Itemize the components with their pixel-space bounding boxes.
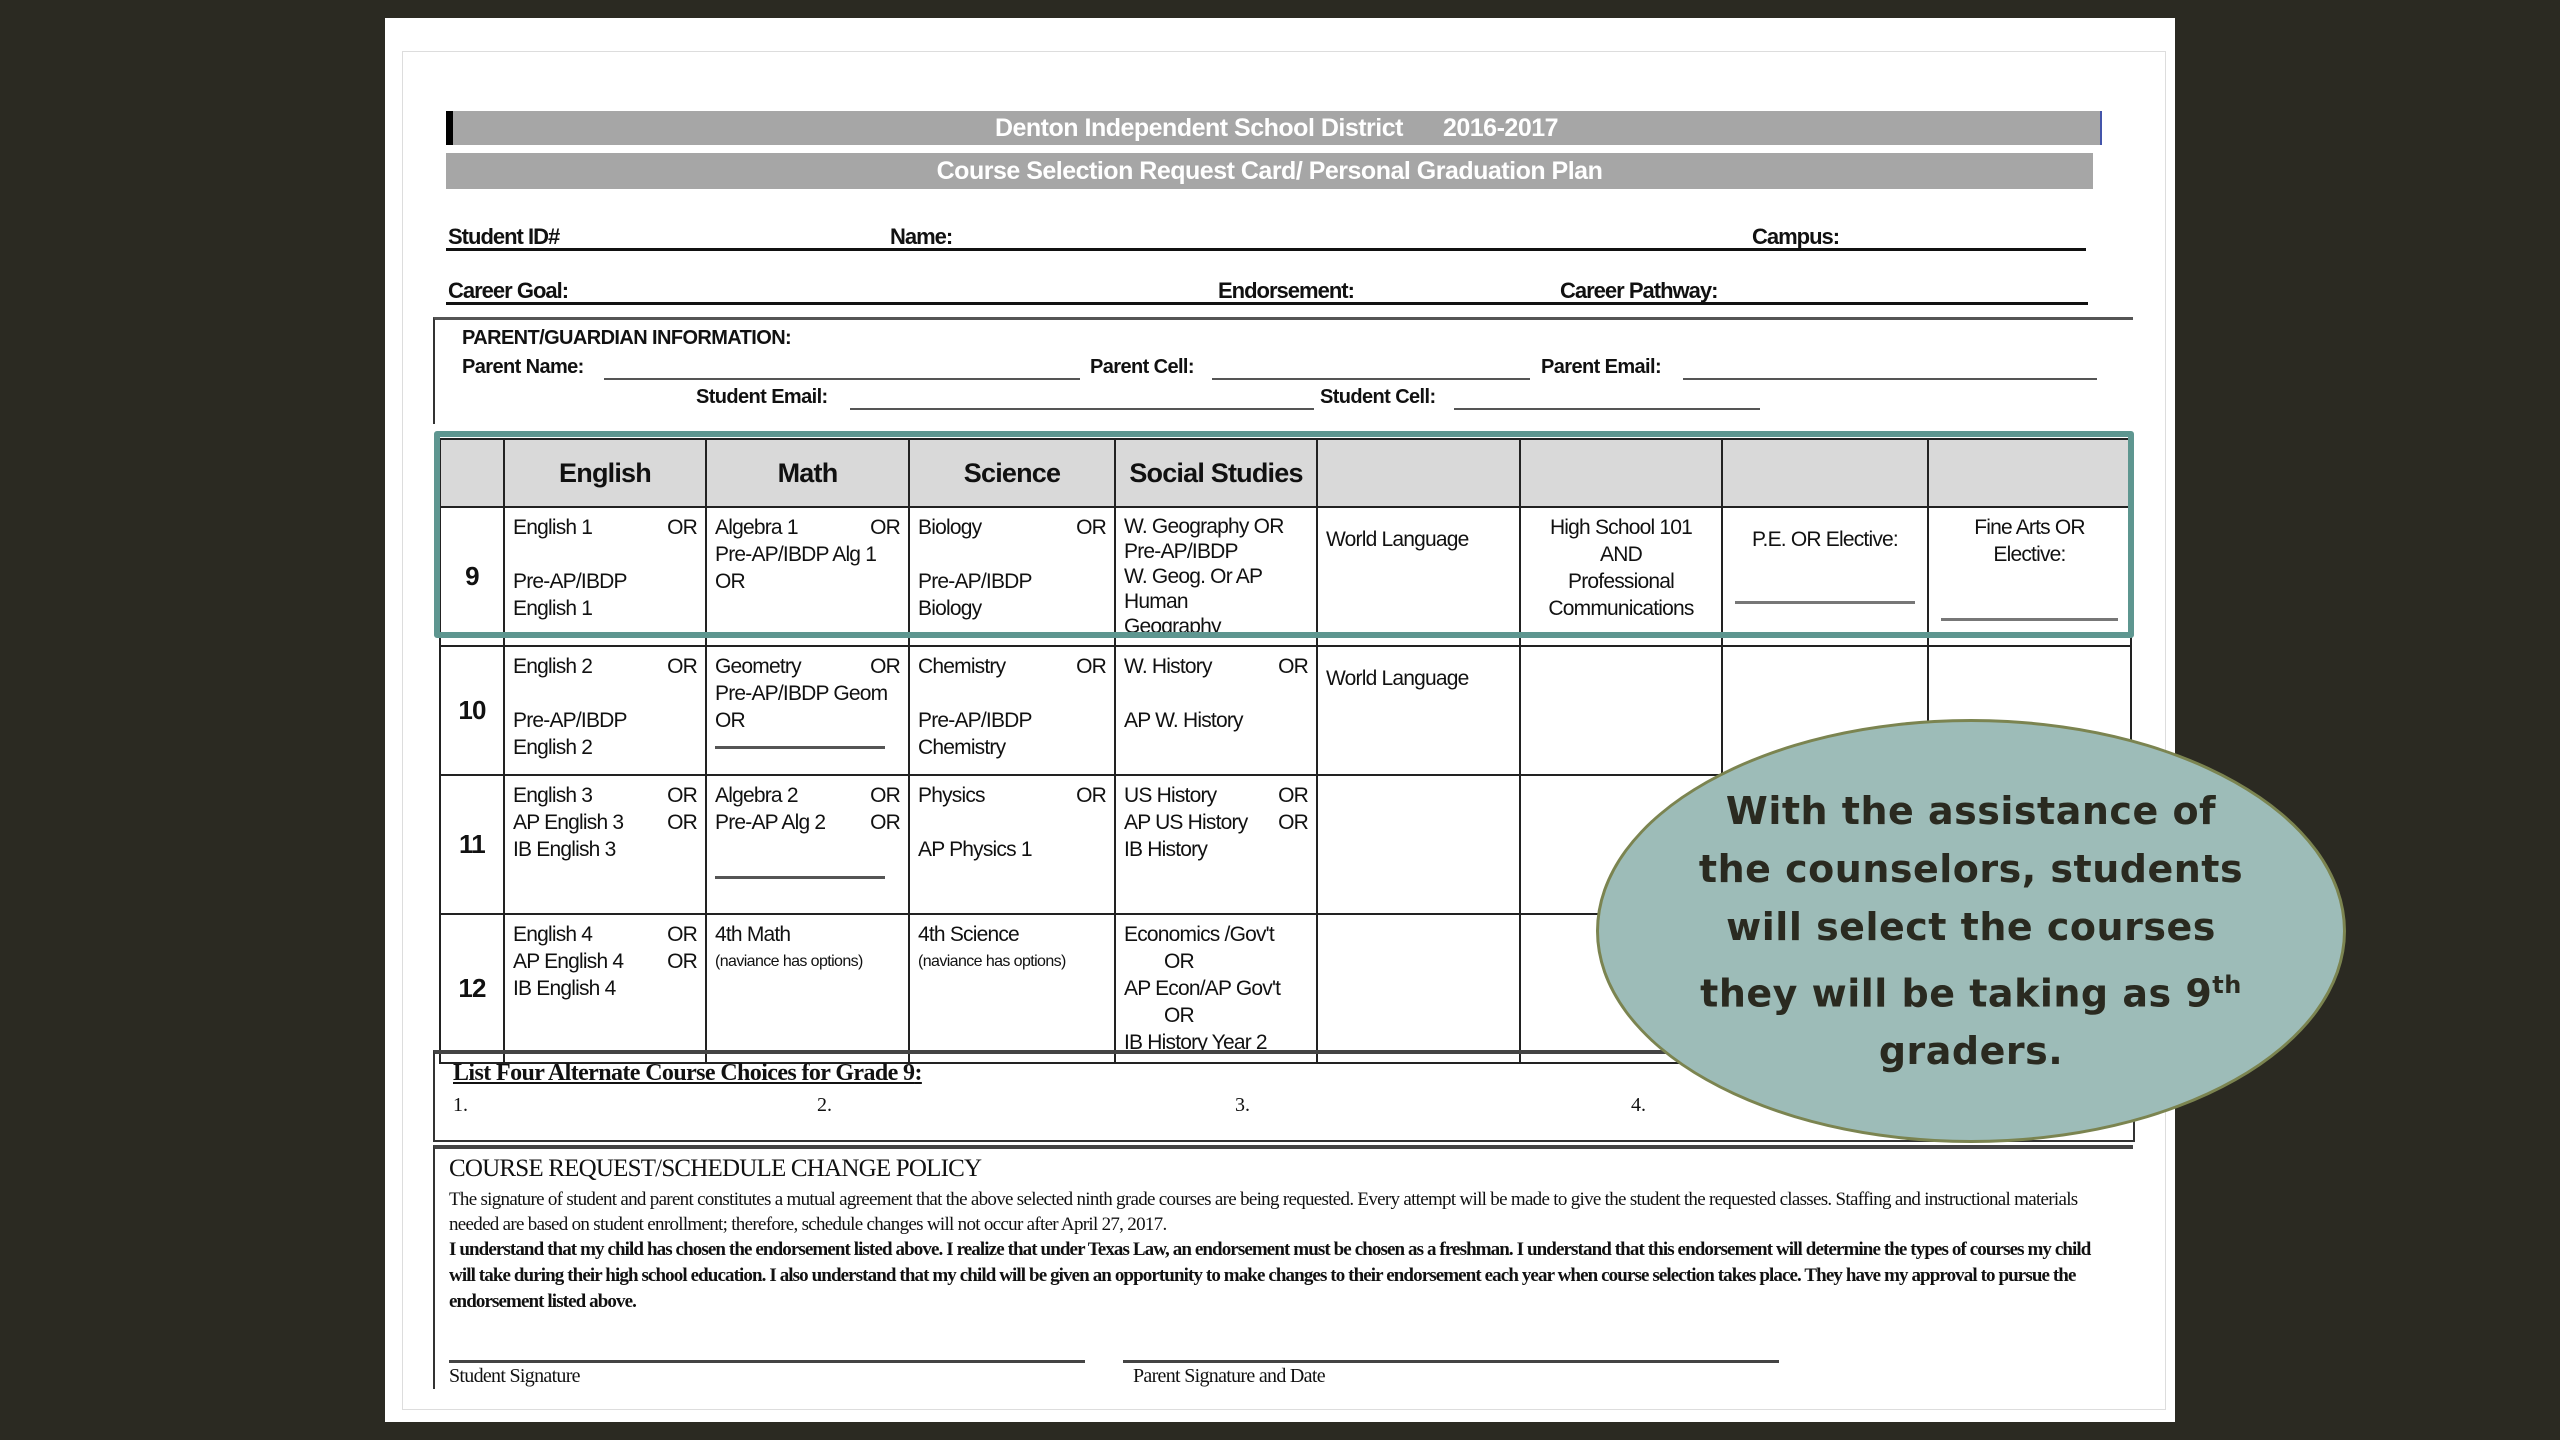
or-label: OR: [870, 784, 900, 807]
course-option: [513, 782, 697, 809]
course-name: Pre-AP/IBDP: [918, 570, 1032, 593]
or-label: OR: [667, 923, 697, 946]
field-line: [446, 248, 2086, 251]
cell-hs101[interactable]: [1520, 646, 1722, 775]
course-option: [715, 707, 900, 734]
cell-line: Human: [1124, 590, 1188, 613]
alternates-heading: List Four Alternate Course Choices for Grade 9:: [453, 1060, 922, 1086]
course-name: English 2: [513, 655, 593, 678]
course-name: AP English 4: [513, 950, 624, 973]
course-option: [918, 653, 1106, 680]
or-label: OR: [667, 655, 697, 678]
alternate-4[interactable]: 4.: [1631, 1094, 1646, 1116]
course-name: Pre-AP/IBDP: [513, 709, 627, 732]
course-option: [1124, 809, 1308, 836]
cell-math[interactable]: [706, 914, 909, 1063]
cell-line: Professional: [1568, 570, 1674, 593]
student-signature-label: Student Signature: [449, 1365, 580, 1387]
course-option: [513, 707, 697, 734]
course-option: [918, 782, 1106, 809]
course-name: Chemistry: [918, 655, 1006, 678]
course-option: [513, 680, 697, 707]
cell-line: OR: [1164, 1004, 1194, 1027]
alternate-2[interactable]: 2.: [817, 1094, 832, 1116]
course-name: Biology: [918, 597, 982, 620]
course-name: OR: [715, 570, 745, 593]
parent-name-field[interactable]: [604, 378, 1080, 380]
course-name: Chemistry: [918, 736, 1006, 759]
course-name: Biology: [918, 516, 982, 539]
col-header-math: Math: [706, 439, 909, 507]
course-name: OR: [715, 709, 745, 732]
course-name: US History: [1124, 784, 1217, 807]
parent-cell-field[interactable]: [1212, 378, 1530, 380]
callout-text: With the assistance of the counselors, students will select the courses they will be taking as 9th graders.: [1698, 788, 2244, 1074]
endorsement-text: I understand that my child has chosen the endorsement listed above. I realize that under Texas Law, an endorsement must be chosen as a freshman. I understand that this endorsement will determine the types of courses my child will take during their high school education. I also understand that my child will be given an opportunity to make changes to their endorsement each year when course selection takes place. They have my approval to pursue the endorsement listed above.: [449, 1239, 2091, 1312]
course-name: IB History: [1124, 838, 1208, 861]
course-option: [715, 680, 900, 707]
cell-line: Geography: [1124, 615, 1221, 638]
course-name: Geometry: [715, 655, 801, 678]
endorsement-label: Endorsement:: [1218, 278, 1354, 303]
course-name: Pre-AP Alg 2: [715, 811, 826, 834]
cell-world-language[interactable]: [1317, 646, 1520, 775]
student-email-field[interactable]: [850, 408, 1314, 410]
course-option: [513, 734, 697, 761]
course-name: Pre-AP/IBDP: [918, 709, 1032, 732]
or-label: OR: [1076, 516, 1106, 539]
course-name: IB English 3: [513, 838, 616, 861]
cell-math[interactable]: [706, 646, 909, 775]
course-name: English 1: [513, 516, 593, 539]
course-option: [715, 782, 900, 809]
student-id-label: Student ID#: [448, 224, 560, 249]
cell-line: High School 101: [1549, 516, 1693, 539]
parent-signature-line[interactable]: [1123, 1360, 1779, 1363]
parent-email-label: Parent Email:: [1541, 356, 1662, 378]
course-name: AP US History: [1124, 811, 1248, 834]
course-name: AP Physics 1: [918, 838, 1032, 861]
cell-science[interactable]: [909, 646, 1115, 775]
course-option: [513, 921, 697, 948]
parent-cell-label: Parent Cell:: [1090, 356, 1194, 378]
cell-social[interactable]: [1115, 646, 1317, 775]
course-name: Pre-AP/IBDP: [513, 570, 627, 593]
course-option: [513, 809, 697, 836]
or-label: OR: [870, 811, 900, 834]
student-cell-field[interactable]: [1454, 408, 1760, 410]
course-option: [513, 975, 697, 1002]
course-option: [1124, 653, 1308, 680]
col-header-science: Science: [909, 439, 1115, 507]
course-name: AP W. History: [1124, 709, 1243, 732]
parent-name-label: Parent Name:: [462, 356, 584, 378]
cell-line: Communications: [1548, 597, 1694, 620]
cell-line: W. Geog. Or AP: [1124, 565, 1263, 588]
cell-line: AND: [1600, 543, 1642, 566]
course-name: Physics: [918, 784, 985, 807]
cell-social[interactable]: [1115, 775, 1317, 914]
course-option: [1124, 680, 1308, 707]
or-label: OR: [667, 784, 697, 807]
grade-label: 11: [440, 775, 504, 914]
course-option: [1124, 836, 1308, 863]
cell-line: AP Econ/AP Gov't: [1124, 977, 1281, 1000]
course-name: Pre-AP/IBDP Alg 1: [715, 543, 877, 566]
or-label: OR: [1278, 655, 1308, 678]
course-option: [918, 836, 1106, 863]
cell-line: Elective:: [1993, 543, 2066, 566]
form-title: Course Selection Request Card/ Personal Graduation Plan: [446, 153, 2093, 189]
cell-english[interactable]: [504, 775, 706, 914]
parent-signature-label: Parent Signature and Date: [1133, 1365, 1325, 1387]
course-note: (naviance has options): [715, 953, 863, 970]
cell-line: Fine Arts OR: [1974, 516, 2085, 539]
student-cell-label: Student Cell:: [1320, 386, 1436, 408]
course-name: Algebra 1: [715, 516, 798, 539]
career-goal-label: Career Goal:: [448, 278, 569, 303]
course-option: [715, 653, 900, 680]
cell-math[interactable]: [706, 775, 909, 914]
course-option: [918, 734, 1106, 761]
cell-line: Pre-AP/IBDP: [1124, 540, 1238, 563]
district-header: [446, 111, 2102, 145]
career-pathway-label: Career Pathway:: [1560, 278, 1718, 303]
course-name: English 2: [513, 736, 593, 759]
course-name: AP English 3: [513, 811, 624, 834]
or-label: OR: [667, 811, 697, 834]
col-header-english: English: [504, 439, 706, 507]
callout-bubble: [1596, 719, 2346, 1143]
course-name: World Language: [1326, 667, 1469, 690]
policy-text: The signature of student and parent constitutes a mutual agreement that the above selected ninth grade courses are being requested. Every attempt will be made to give the student the requested classes. Staffing and instructional materials needed are based on student enrollment; therefore, schedule changes will not occur after April 27, 2017.: [449, 1189, 2078, 1235]
policy-section: [433, 1145, 2133, 1389]
parent-email-field[interactable]: [1683, 378, 2097, 380]
course-note: (naviance has options): [918, 953, 1066, 970]
course-option: [918, 707, 1106, 734]
alternate-1[interactable]: 1.: [453, 1094, 468, 1116]
course-name: W. History: [1124, 655, 1212, 678]
course-option: [513, 948, 697, 975]
cell-english[interactable]: [504, 914, 706, 1063]
cell-line: Economics /Gov't: [1124, 923, 1274, 946]
school-year: 2016-2017: [1442, 114, 1559, 142]
course-option: [513, 836, 697, 863]
or-label: OR: [870, 655, 900, 678]
district-name: Denton Independent School District: [994, 114, 1403, 142]
parent-info-heading: PARENT/GUARDIAN INFORMATION:: [462, 327, 792, 349]
name-label: Name:: [890, 224, 953, 249]
cell-world-language[interactable]: [1317, 914, 1520, 1063]
col-header-social-studies: Social Studies: [1115, 439, 1317, 507]
course-option: [513, 653, 697, 680]
or-label: OR: [667, 950, 697, 973]
grade-9-highlight: [434, 431, 2134, 638]
course-option: [918, 809, 1106, 836]
or-label: OR: [1278, 784, 1308, 807]
course-name: English 4: [513, 923, 593, 946]
or-label: OR: [870, 516, 900, 539]
grade-label: 9: [440, 507, 504, 646]
cell-line: OR: [1164, 950, 1194, 973]
student-signature-line[interactable]: [449, 1360, 1085, 1363]
course-option: [715, 809, 900, 836]
cell-world-language[interactable]: [1317, 775, 1520, 914]
course-option: [918, 680, 1106, 707]
or-label: OR: [1278, 811, 1308, 834]
cell-english[interactable]: [504, 646, 706, 775]
math-blank-line[interactable]: [715, 746, 885, 749]
cell-line: W. Geography OR: [1124, 515, 1284, 538]
policy-heading: COURSE REQUEST/SCHEDULE CHANGE POLICY: [449, 1155, 982, 1182]
course-name: P.E. OR Elective:: [1752, 528, 1898, 551]
course-option: [1124, 707, 1308, 734]
course-name: Pre-AP/IBDP Geom: [715, 682, 888, 705]
cell-social[interactable]: [1115, 914, 1317, 1063]
alternate-3[interactable]: 3.: [1235, 1094, 1250, 1116]
cell-science[interactable]: [909, 775, 1115, 914]
math-blank-line[interactable]: [715, 876, 885, 879]
or-label: OR: [1076, 784, 1106, 807]
cell-line: IB History Year 2: [1124, 1031, 1267, 1054]
course-option: [1124, 782, 1308, 809]
course-name: English 1: [513, 597, 593, 620]
course-name: 4th Math: [715, 923, 791, 946]
course-name: English 3: [513, 784, 593, 807]
course-name: 4th Science: [918, 923, 1019, 946]
course-name: World Language: [1326, 528, 1469, 551]
student-email-label: Student Email:: [696, 386, 828, 408]
or-label: OR: [1076, 655, 1106, 678]
grade-label: 10: [440, 646, 504, 775]
campus-label: Campus:: [1752, 224, 1840, 249]
cell-science[interactable]: [909, 914, 1115, 1063]
course-name: Algebra 2: [715, 784, 798, 807]
grade-label: 12: [440, 914, 504, 1063]
course-name: IB English 4: [513, 977, 616, 1000]
or-label: OR: [667, 516, 697, 539]
